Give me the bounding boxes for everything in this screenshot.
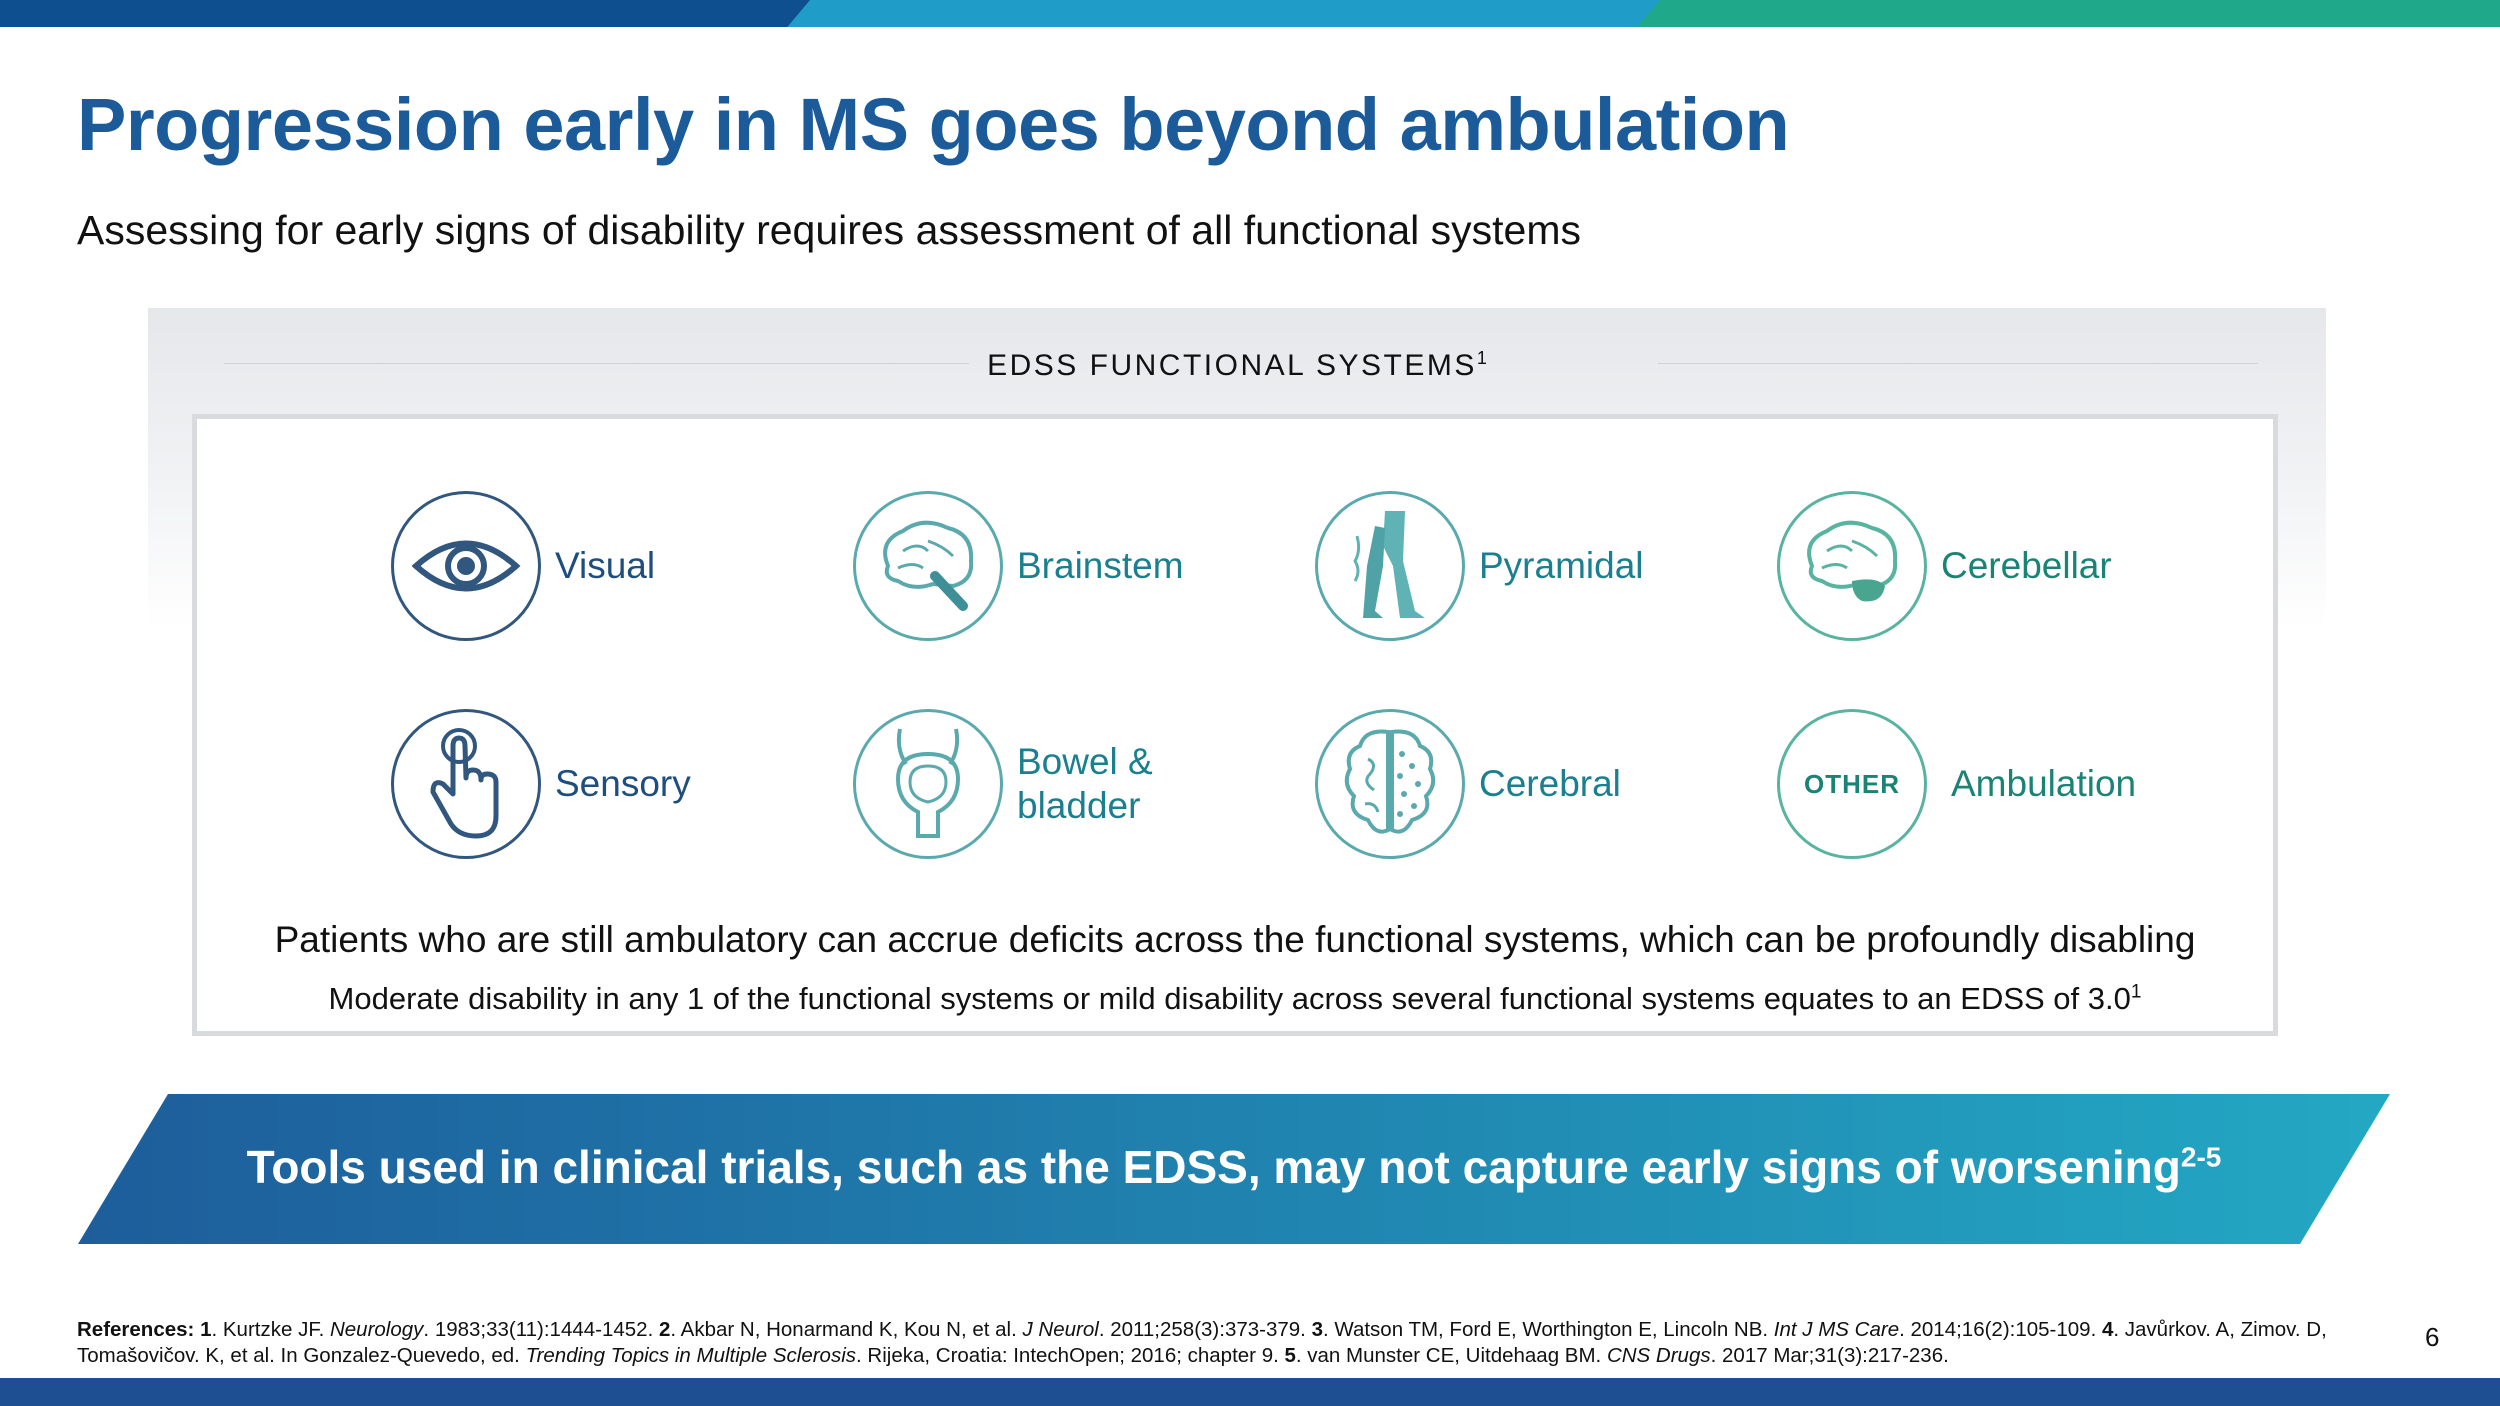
eye-icon <box>391 491 541 641</box>
ambulatory-statement: Patients who are still ambulatory can accrue deficits across the functional systems, which can be profoundly disabling <box>274 919 2196 960</box>
brainstem-icon <box>853 491 1003 641</box>
bladder-icon <box>853 709 1003 859</box>
key-message-banner: Tools used in clinical trials, such as the EDSS, may not capture early signs of worsening$^{2-5}$ <box>78 1094 2390 1244</box>
fs-label-cerebral: Cerebral <box>1479 763 1621 804</box>
page-number: 6 <box>2425 1322 2440 1352</box>
slide-title: Progression early in MS goes beyond ambulation <box>77 83 1790 166</box>
pointing-hand-icon <box>391 709 541 859</box>
functional-systems-panel <box>148 308 2326 1068</box>
functional-systems-box <box>192 414 2278 1036</box>
fs-item-cerebral <box>1315 709 1621 859</box>
fs-item-visual <box>391 491 655 641</box>
fs-label-ambulation: Ambulation <box>1951 763 2137 804</box>
references: References: 1. Kurtzke JF. Neurology. 1983;33(11):1444-1452. 2. Akbar N, Honarmand K, Kou N, et al. J Neurol. 2011;258(3):373-379. 3. Watson TM, Ford E, Worthington E, Lincoln NB. Int J MS Care. 2014;16(2):105-109. 4. Javůrkov. A, Zimov. D, Tomašovičov. K, et al. In Gonzalez-Quevedo, ed. Trending Topics in Multiple Sclerosis. Rijeka, Croatia: IntechOpen; 2016; chapter 9. 5. van Munster CE, Uitdehaag BM. CNS Drugs. 2017 Mar;31(3):217-236. <box>77 1318 2327 1367</box>
other-badge: OTHER <box>1777 709 1927 859</box>
panel-header: EDSS FUNCTIONAL SYSTEMS$^1$ <box>987 348 1487 382</box>
cerebellum-icon <box>1777 491 1927 641</box>
fs-item-cerebellar <box>1777 491 2112 641</box>
fs-item-sensory <box>391 709 691 859</box>
brain-icon <box>1315 709 1465 859</box>
edss-note: Moderate disability in any 1 of the functional systems or mild disability across several functional systems equates to an EDSS of $3.0^1$ <box>328 981 2142 1016</box>
fs-item-pyramidal <box>1315 491 1644 641</box>
top-accent-bar <box>0 0 2500 27</box>
fs-item-ambulation <box>1777 709 2136 859</box>
fs-item-brainstem <box>853 491 1184 641</box>
fs-item-bowel-bladder <box>853 709 1153 859</box>
fs-label-brainstem: Brainstem <box>1017 545 1184 586</box>
bottom-accent-bar <box>0 1378 2500 1406</box>
fs-label-cerebellar: Cerebellar <box>1941 545 2112 586</box>
legs-icon <box>1315 491 1465 641</box>
fs-label-sensory: Sensory <box>555 763 691 804</box>
fs-label-bowel-bladder: Bowel & bladder <box>1017 741 1153 826</box>
fs-label-visual: Visual <box>555 545 656 586</box>
fs-label-pyramidal: Pyramidal <box>1479 545 1644 586</box>
slide-subtitle: Assessing for early signs of disability requires assessment of all functional systems <box>77 207 1581 253</box>
